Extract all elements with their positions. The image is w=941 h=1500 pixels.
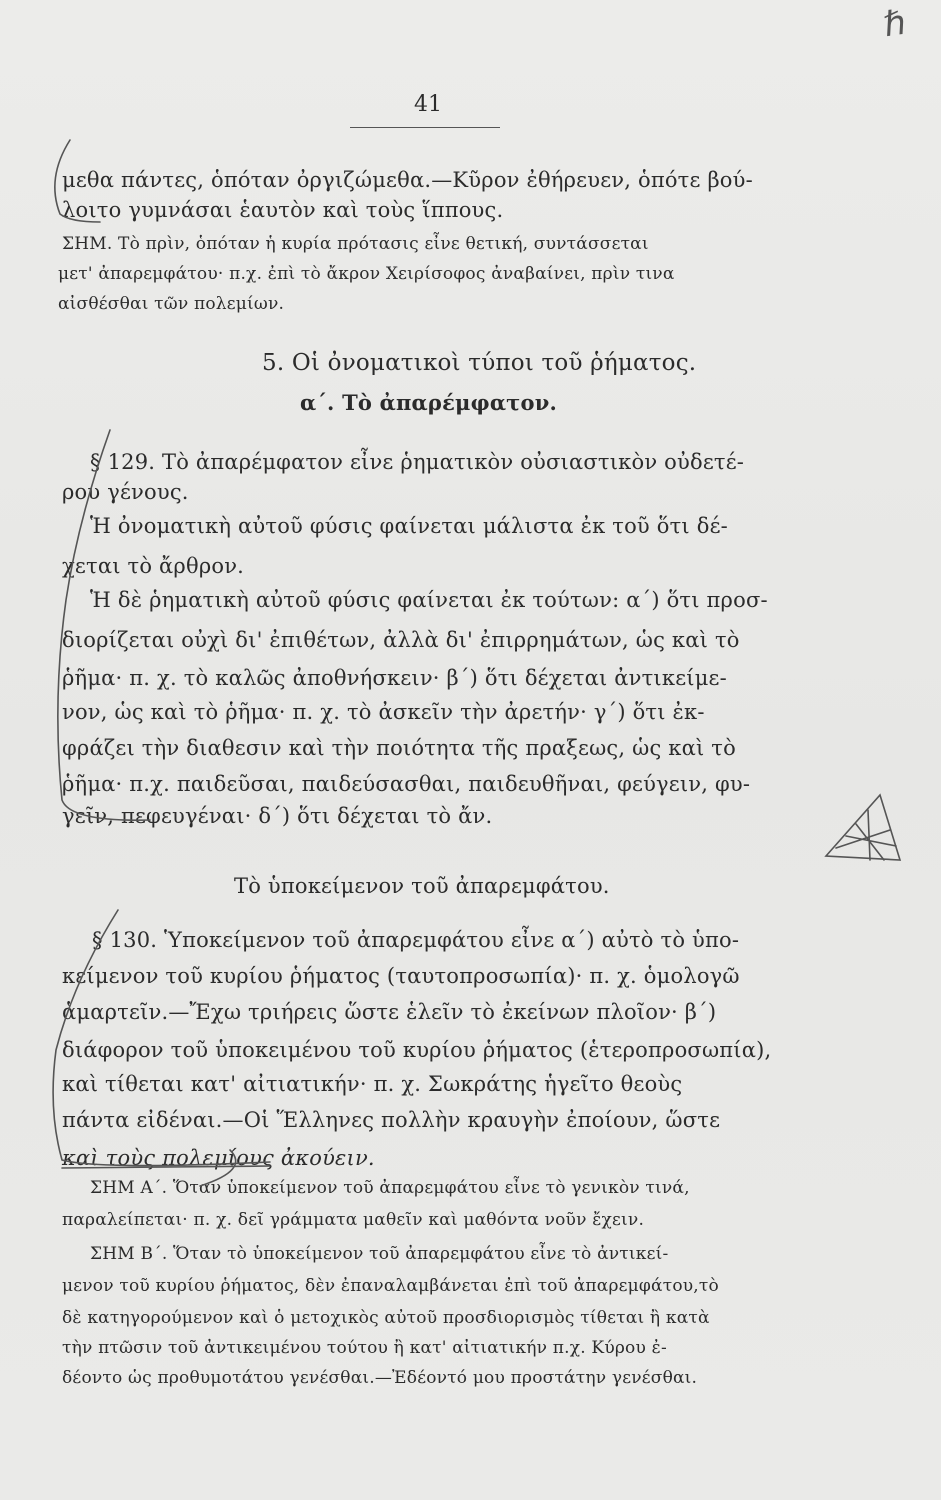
note-line: ΣΗΜ Α΄. Ὅταν ὑποκείμενον τοῦ ἀπαρεμφάτου εἶνε τὸ γενικὸν τινά, bbox=[90, 1178, 690, 1198]
paragraph-line: καὶ τοὺς πολεμίους ἀκούειν. bbox=[62, 1146, 375, 1170]
paragraph-line: χεται τὸ ἄρθρον. bbox=[62, 554, 245, 578]
paragraph-line: διορίζεται οὐχὶ δι' ἐπιθέτων, ἀλλὰ δι' ἐπιρρημάτων, ὡς καὶ τὸ bbox=[62, 628, 740, 652]
paragraph-line: διάφορον τοῦ ὑποκειμένου τοῦ κυρίου ῥήματος (ἑτεροπροσωπία), bbox=[62, 1038, 772, 1062]
handwritten-corner-mark: ℏ bbox=[881, 2, 909, 46]
margin-bracket-top bbox=[55, 140, 100, 222]
paragraph-line: Ἡ δὲ ῥηματικὴ αὐτοῦ φύσις φαίνεται ἐκ τούτων: α΄) ὅτι προσ- bbox=[90, 588, 768, 612]
note-line: δὲ κατηγορούμενον καὶ ὁ μετοχικὸς αὐτοῦ προσδιορισμὸς τίθεται ἢ κατὰ bbox=[62, 1308, 710, 1328]
note-line: ΣΗΜ. Τὸ πρὶν, ὁπόταν ἡ κυρία πρότασις εἶνε θετική, συντάσσεται bbox=[62, 234, 649, 254]
paragraph-line: γεῖν, πεφευγέναι· δ΄) ὅτι δέχεται τὸ ἄν. bbox=[62, 804, 493, 828]
paragraph-line: § 130. Ὑποκείμενον τοῦ ἀπαρεμφάτου εἶνε α΄) αὐτὸ τὸ ὑπο- bbox=[92, 928, 740, 952]
text-line: λοιτο γυμνάσαι ἑαυτὸν καὶ τοὺς ἵππους. bbox=[62, 198, 504, 222]
paragraph-line: καὶ τίθεται κατ' αἰτιατικήν· π. χ. Σωκράτης ἡγεῖτο θεοὺς bbox=[62, 1072, 683, 1096]
section-heading-sub: Τὸ ὑποκείμενον τοῦ ἀπαρεμφάτου. bbox=[234, 874, 610, 898]
paragraph-line: ἁμαρτεῖν.—Ἔχω τριήρεις ὥστε ἑλεῖν τὸ ἐκείνων πλοῖον· β΄) bbox=[62, 1000, 717, 1024]
text-line: μεθα πάντες, ὁπόταν ὀργιζώμεθα.—Κῦρον ἐθήρευεν, ὁπότε βού- bbox=[62, 168, 753, 192]
note-line: ΣΗΜ Β΄. Ὅταν τὸ ὑποκείμενον τοῦ ἀπαρεμφάτου εἶνε τὸ ἀντικεί- bbox=[90, 1244, 669, 1264]
paragraph-line: Ἡ ὀνοματικὴ αὐτοῦ φύσις φαίνεται μάλιστα ἐκ τοῦ ὅτι δέ- bbox=[90, 514, 728, 538]
note-line: μετ' ἀπαρεμφάτου· π.χ. ἐπὶ τὸ ἄκρον Χειρίσοφος ἀναβαίνει, πρὶν τινα bbox=[58, 264, 675, 284]
note-line: τὴν πτῶσιν τοῦ ἀντικειμένου τούτου ἢ κατ' αἰτιατικήν π.χ. Κύρου ἐ- bbox=[62, 1338, 667, 1358]
triangle-sketch bbox=[826, 795, 900, 860]
note-line: δέοντο ὡς προθυμοτάτου γενέσθαι.—Ἐδέοντό μου προστάτην γενέσθαι. bbox=[62, 1368, 698, 1388]
margin-bracket-130 bbox=[53, 910, 270, 1166]
paragraph-line: ῥῆμα· π. χ. τὸ καλῶς ἀποθνήσκειν· β΄) ὅτι δέχεται ἀντικείμε- bbox=[62, 666, 727, 690]
strike-underline bbox=[62, 1166, 270, 1168]
note-line: μενον τοῦ κυρίου ῥήματος, δὲν ἐπαναλαμβάνεται ἐπὶ τοῦ ἀπαρεμφάτου,τὸ bbox=[62, 1276, 719, 1296]
paragraph-line: νον, ὡς καὶ τὸ ῥῆμα· π. χ. τὸ ἀσκεῖν τὴν ἀρετήν· γ΄) ὅτι ἐκ- bbox=[62, 700, 705, 724]
subsection-heading: α΄. Τὸ ἀπαρέμφατον. bbox=[300, 390, 557, 415]
paragraph-line: § 129. Τὸ ἀπαρέμφατον εἶνε ῥηματικὸν οὐσιαστικὸν οὐδετέ- bbox=[90, 450, 745, 474]
note-line: παραλείπεται· π. χ. δεῖ γράμματα μαθεῖν καὶ μαθόντα νοῦν ἔχειν. bbox=[62, 1210, 645, 1230]
section-heading: 5. Οἱ ὀνοματικοὶ τύποι τοῦ ῥήματος. bbox=[262, 350, 697, 376]
margin-bracket-129 bbox=[58, 430, 150, 820]
note-stroke bbox=[200, 1150, 236, 1186]
note-line: αἰσθέσθαι τῶν πολεμίων. bbox=[58, 294, 285, 314]
paragraph-line: κείμενον τοῦ κυρίου ῥήματος (ταυτοπροσωπία)· π. χ. ὁμολογῶ bbox=[62, 964, 740, 988]
paragraph-line: φράζει τὴν διαθεσιν καὶ τὴν ποιότητα τῆς πραξεως, ὡς καὶ τὸ bbox=[62, 736, 736, 760]
paragraph-line: ῥῆμα· π.χ. παιδεῦσαι, παιδεύσασθαι, παιδευθῆναι, φεύγειν, φυ- bbox=[62, 772, 751, 796]
paragraph-line: πάντα εἰδέναι.—Οἱ Ἕλληνες πολλὴν κραυγὴν ἐποίουν, ὥστε bbox=[62, 1108, 721, 1132]
paragraph-line: ρου γένους. bbox=[62, 480, 189, 504]
page-number: 41 bbox=[414, 92, 442, 117]
